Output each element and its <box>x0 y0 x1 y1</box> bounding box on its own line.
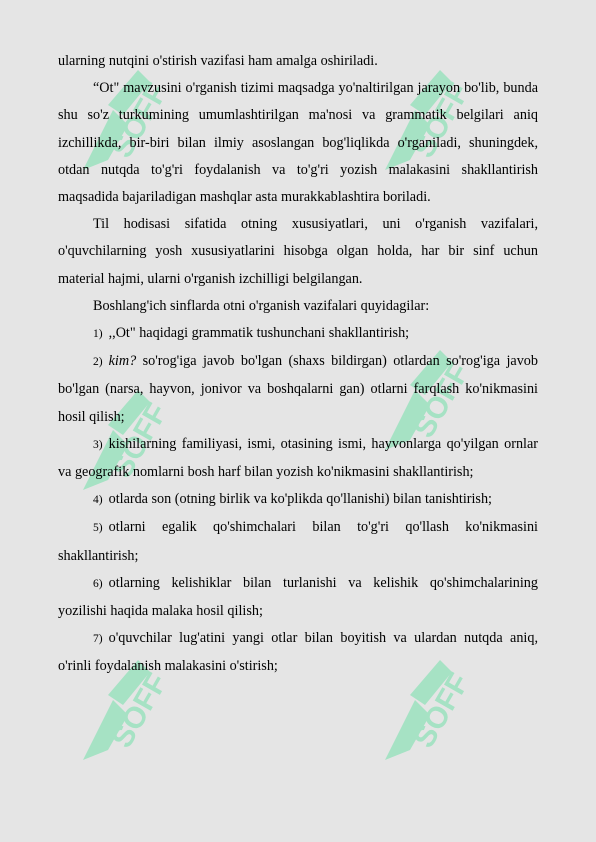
svg-text:SOFF: SOFF <box>407 357 477 444</box>
list-number: 4) <box>93 494 103 507</box>
svg-text:SOFF: SOFF <box>407 667 477 754</box>
svg-text:SOFF: SOFF <box>407 77 477 164</box>
list-text: otlarda son (otning birlik va ko'plikda qo'llanishi) bilan tanishtirish; <box>108 491 492 508</box>
list-text: otlarning kelishiklar bilan turlanishi va kelishik qo'shimchalarining yozilishi haqida malaka hosil qilish; <box>58 574 538 620</box>
list-number: 1) <box>93 328 103 341</box>
list-item <box>58 570 538 625</box>
list-italic: kim? <box>108 353 137 370</box>
list-item <box>58 625 538 680</box>
list-item <box>58 431 538 486</box>
list-item <box>58 486 538 514</box>
svg-text:SOFF: SOFF <box>105 667 175 754</box>
list-item <box>58 320 538 348</box>
list-text: so'rog'iga javob bo'lgan (shaxs bildirgan) otlardan so'rog'iga javob bo'lgan (narsa, hayvon, jonivor va boshqalarni gan) otlarni farqlash ko'nikmasini hosil qilish; <box>58 353 538 425</box>
paragraph: ularning nutqini o'stirish vazifasi ham amalga oshiriladi. <box>58 53 378 69</box>
list-item <box>58 514 538 569</box>
svg-text:SOFF: SOFF <box>105 397 175 484</box>
list-text: ,,Ot" haqidagi grammatik tushunchani shakllantirish; <box>108 325 410 342</box>
list-number: 7) <box>93 633 103 646</box>
list-item <box>58 348 538 431</box>
document-body <box>58 48 538 681</box>
list-text: otlarni egalik qo'shimchalari bilan to'g'ri qo'llash ko'nikmasini shakllantirish; <box>58 519 538 564</box>
list-number: 3) <box>93 438 103 451</box>
list-number: 6) <box>93 577 103 590</box>
list-number: 2) <box>93 356 103 369</box>
paragraph: “Ot" mavzusini o'rganish tizimi maqsadga yo'naltirilgan jarayon bo'lib, bunda shu so'z turkumining umumlashtirilgan ma'nosi va grammatik belgilari aniq izchillikda, bir-biri bilan ilmiy asoslangan bog'liqlikda o'rganiladi, shuningdek, otdan nutqda to'g'ri foydalanish va to'g'ri yozish malakasini shakllantirish maqsadida bajariladigan mashqlar asta murakkablashtira boriladi. <box>58 80 538 206</box>
list-text: kishilarning familiyasi, ismi, otasining ismi, hayvonlarga qo'yilgan ornlar va geografik nomlarni bosh harf bilan yozish ko'nikmasini shakllantirish; <box>58 435 538 481</box>
paragraph: Boshlang'ich sinflarda otni o'rganish vazifalari quyidagilar: <box>93 297 430 314</box>
svg-text:SOFF: SOFF <box>105 77 175 164</box>
list-number: 5) <box>93 522 103 535</box>
paragraph: Til hodisasi sifatida otning xususiyatlari, uni o'rganish vazifalari, o'quvchilarning yosh xususiyatlarini hisobga olgan holda, har bir sinf uchun material hajmi, ularni o'rganish izchilligi belgilangan. <box>58 216 538 287</box>
list-text: o'quvchilar lug'atini yangi otlar bilan boyitish va ulardan nutqda aniq, o'rinli foydalanish malakasini o'stirish; <box>58 630 538 675</box>
